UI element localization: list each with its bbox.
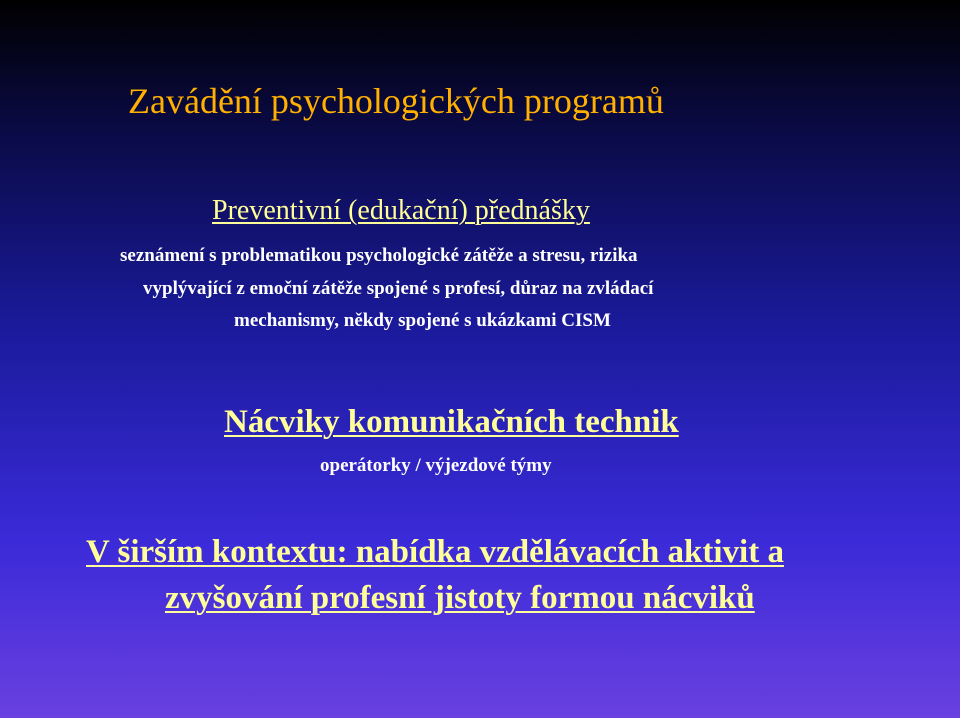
section-communication-text: operátorky / výjezdové týmy bbox=[320, 455, 552, 476]
section-preventive-text-line-2: vyplývající z emoční zátěže spojené s profesí, důraz na zvládací bbox=[143, 278, 654, 299]
section-context-heading-line-2: zvyšování profesní jistoty formou nácviků bbox=[165, 580, 755, 616]
section-preventive-text-line-3: mechanismy, někdy spojené s ukázkami CISM bbox=[234, 310, 611, 331]
section-preventive-heading: Preventivní (edukační) přednášky bbox=[212, 195, 590, 226]
slide-title: Zavádění psychologických programů bbox=[128, 81, 664, 121]
section-communication-heading: Nácviky komunikačních technik bbox=[224, 404, 679, 440]
section-preventive-text-line-1: seznámení s problematikou psychologické zátěže a stresu, rizika bbox=[120, 245, 638, 266]
section-context-heading-line-1: V širším kontextu: nabídka vzdělávacích aktivit a bbox=[86, 534, 784, 570]
